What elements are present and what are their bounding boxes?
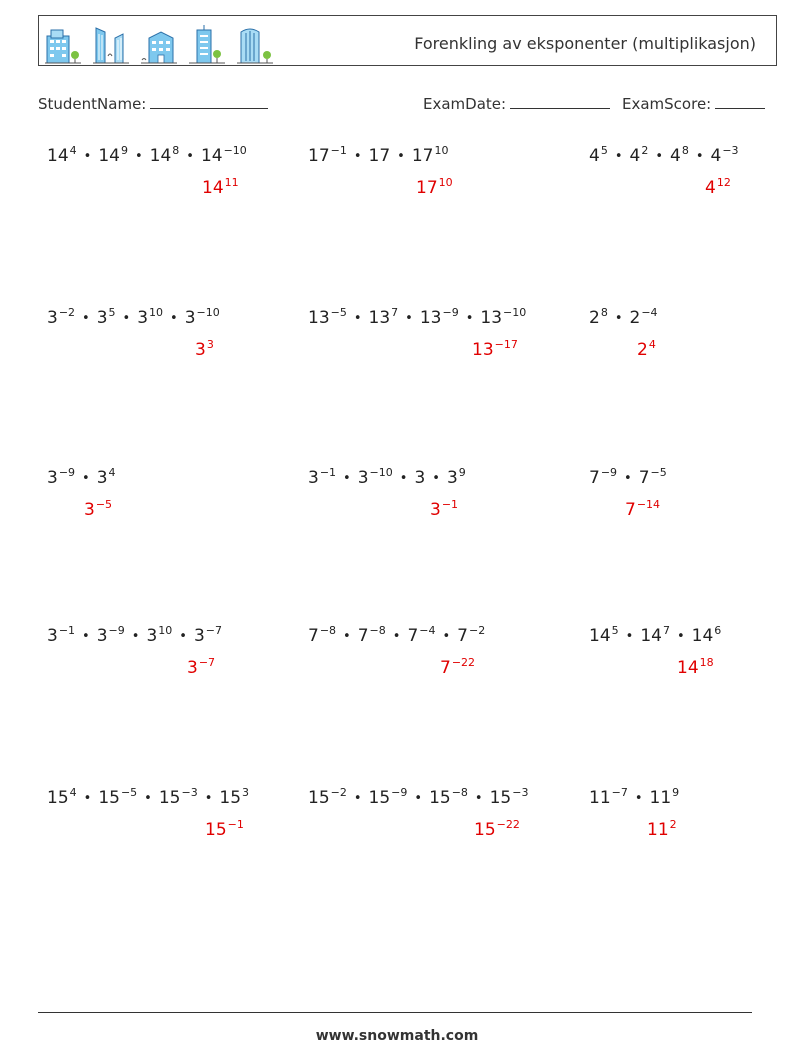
base: 3 (84, 500, 95, 520)
multiply-dot: • (392, 629, 401, 644)
answer (647, 820, 677, 840)
power-term (625, 500, 660, 520)
multiply-dot: • (82, 471, 90, 486)
base: 3 (308, 468, 319, 488)
multiply-dot: • (474, 791, 483, 806)
base: 11 (589, 788, 611, 808)
power-term (430, 500, 458, 520)
power-term (711, 146, 739, 166)
power-term (490, 788, 529, 808)
answer (440, 658, 475, 678)
answer (416, 178, 453, 198)
power-term (705, 178, 731, 198)
answer (705, 178, 731, 198)
power-term (219, 788, 249, 808)
base: 14 (677, 658, 699, 678)
exam-date-label: ExamDate: (423, 95, 507, 113)
multiply-dot: • (442, 629, 451, 644)
multiply-dot: • (343, 471, 351, 486)
power-term (308, 468, 336, 488)
power-term (150, 146, 180, 166)
power-term (640, 626, 670, 646)
power-term (185, 308, 220, 328)
base: 3 (430, 500, 441, 520)
exponent: −1 (441, 498, 459, 511)
multiply-dot: • (170, 311, 178, 326)
exponent: 18 (699, 656, 714, 669)
exponent: −9 (108, 624, 125, 637)
exponent: −3 (512, 786, 529, 799)
base: 3 (195, 340, 206, 360)
exponent: −3 (722, 144, 739, 157)
power-term (202, 178, 239, 198)
office-icon (141, 24, 177, 64)
power-term (589, 626, 619, 646)
exam-score-field[interactable] (622, 94, 765, 113)
exponent: 5 (600, 144, 608, 157)
power-term (647, 820, 677, 840)
base: 17 (308, 146, 330, 166)
exponent: 5 (611, 624, 619, 637)
exponent: −1 (227, 818, 244, 831)
base: 3 (414, 468, 426, 488)
problem-expression (47, 468, 116, 488)
multiply-dot: • (353, 149, 362, 164)
base: 15 (368, 788, 391, 808)
problem-expression (589, 626, 721, 646)
multiply-dot: • (432, 471, 440, 486)
student-name-blank[interactable] (150, 94, 268, 109)
power-term (47, 146, 77, 166)
multiply-dot: • (82, 629, 90, 644)
exponent: 4 (69, 786, 77, 799)
base: 17 (368, 146, 391, 166)
power-term (47, 626, 75, 646)
power-term (195, 340, 214, 360)
problem-expression (308, 626, 485, 646)
answer (195, 340, 214, 360)
exponent: −9 (600, 466, 618, 479)
exponent: 6 (714, 624, 722, 637)
multiply-dot: • (405, 311, 413, 326)
base: 14 (98, 146, 120, 166)
power-term (308, 308, 347, 328)
base: 15 (429, 788, 451, 808)
exponent: −4 (641, 306, 658, 319)
power-term (412, 146, 449, 166)
problem-expression (589, 788, 679, 808)
multiply-dot: • (204, 791, 213, 806)
tower-icon (237, 24, 273, 64)
exponent: −22 (451, 656, 476, 669)
multiply-dot: • (131, 629, 140, 644)
answer (637, 340, 656, 360)
problem-expression (47, 626, 222, 646)
multiply-dot: • (186, 149, 194, 164)
exponent: −3 (181, 786, 198, 799)
answer (205, 820, 244, 840)
power-term (369, 788, 408, 808)
base: 2 (589, 308, 600, 328)
power-term (447, 468, 466, 488)
base: 13 (308, 308, 330, 328)
answer (472, 340, 518, 360)
power-term (589, 308, 608, 328)
answer (625, 500, 660, 520)
student-name-field[interactable] (38, 94, 268, 113)
base: 13 (472, 340, 494, 360)
footer-divider (38, 1012, 752, 1013)
base: 7 (457, 626, 468, 646)
multiply-dot: • (614, 311, 623, 326)
power-term (677, 658, 714, 678)
power-term (589, 788, 628, 808)
base: 3 (187, 658, 198, 678)
multiply-dot: • (179, 629, 187, 644)
power-term (474, 820, 520, 840)
power-term (630, 308, 658, 328)
exponent: 5 (108, 306, 116, 319)
exponent: 7 (662, 624, 670, 637)
base: 7 (440, 658, 451, 678)
student-name-label: StudentName: (38, 95, 147, 113)
base: 14 (202, 178, 224, 198)
header-box (38, 15, 777, 66)
base: 11 (647, 820, 669, 840)
power-term (308, 626, 336, 646)
exponent: 8 (172, 144, 180, 157)
power-term (47, 468, 75, 488)
building-icon (45, 24, 81, 64)
answer (202, 178, 239, 198)
exponent: 10 (438, 176, 453, 189)
base: 15 (474, 820, 496, 840)
multiply-dot: • (399, 471, 408, 486)
problem-expression (308, 788, 528, 808)
power-term (97, 468, 116, 488)
base: 15 (47, 788, 69, 808)
base: 14 (47, 146, 69, 166)
power-term (159, 788, 198, 808)
power-term (369, 308, 399, 328)
power-term (201, 146, 247, 166)
base: 17 (411, 146, 434, 166)
exponent: 8 (681, 144, 689, 157)
problem-expression (589, 468, 667, 488)
multiply-dot: • (695, 149, 704, 164)
base: 3 (446, 468, 458, 488)
power-term (47, 308, 75, 328)
worksheet-title: Forenkling av eksponenter (multiplikasjon) (414, 34, 756, 53)
base: 14 (149, 146, 172, 166)
exam-date-blank[interactable] (510, 94, 610, 109)
power-term (639, 468, 667, 488)
multiply-dot: • (353, 311, 362, 326)
base: 15 (489, 788, 512, 808)
power-term (308, 788, 347, 808)
power-term (47, 788, 77, 808)
exponent: −9 (442, 306, 459, 319)
base: 4 (589, 146, 600, 166)
base: 3 (96, 468, 108, 488)
power-term (358, 626, 386, 646)
exponent: −2 (58, 306, 76, 319)
base: 17 (416, 178, 438, 198)
base: 14 (691, 626, 714, 646)
base: 3 (137, 308, 149, 328)
multiply-dot: • (343, 629, 351, 644)
exponent: 7 (391, 306, 399, 319)
base: 3 (193, 626, 205, 646)
multiply-dot: • (634, 791, 643, 806)
exponent: −9 (58, 466, 76, 479)
power-term (429, 788, 468, 808)
power-term (308, 146, 347, 166)
exponent: −5 (95, 498, 113, 511)
multiply-dot: • (655, 149, 663, 164)
exponent: 9 (458, 466, 466, 479)
exponent: 3 (206, 338, 214, 351)
power-term (98, 788, 137, 808)
base: 3 (47, 308, 58, 328)
base: 11 (649, 788, 672, 808)
exponent: 2 (669, 818, 677, 831)
exponent: −2 (468, 624, 486, 637)
problem-expression (47, 146, 247, 166)
power-term (630, 146, 649, 166)
power-term (416, 178, 453, 198)
exponent: 11 (224, 176, 239, 189)
multiply-dot: • (676, 629, 685, 644)
exponent: 3 (242, 786, 250, 799)
exponent: −5 (330, 306, 347, 319)
base: 13 (419, 308, 442, 328)
exponent: −8 (451, 786, 468, 799)
multiply-dot: • (465, 311, 474, 326)
base: 15 (98, 788, 120, 808)
base: 14 (200, 146, 223, 166)
exponent: −1 (330, 144, 347, 157)
exponent: −17 (494, 338, 518, 351)
multiply-dot: • (83, 791, 92, 806)
exponent: −10 (369, 466, 393, 479)
base: 4 (629, 146, 641, 166)
base: 15 (158, 788, 181, 808)
base: 7 (407, 626, 419, 646)
power-term (457, 626, 485, 646)
answer (474, 820, 520, 840)
exponent: −7 (205, 624, 222, 637)
power-term (637, 340, 656, 360)
problem-expression (308, 146, 448, 166)
exponent: −9 (391, 786, 408, 799)
exponent: 9 (120, 144, 128, 157)
base: 3 (96, 308, 108, 328)
exponent: 4 (69, 144, 77, 157)
base: 14 (640, 626, 662, 646)
power-term (589, 468, 617, 488)
multiply-dot: • (82, 311, 90, 326)
exam-score-blank[interactable] (715, 94, 765, 109)
power-term (420, 308, 459, 328)
power-term (692, 626, 722, 646)
exponent: −5 (120, 786, 138, 799)
base: 3 (47, 626, 58, 646)
multiply-dot: • (625, 629, 634, 644)
power-term (472, 340, 518, 360)
base: 3 (357, 468, 369, 488)
power-term (480, 308, 526, 328)
power-term (650, 788, 680, 808)
power-term (97, 626, 125, 646)
base: 4 (705, 178, 716, 198)
base: 2 (637, 340, 648, 360)
exponent: −7 (198, 656, 216, 669)
base: 3 (96, 626, 108, 646)
base: 15 (308, 788, 330, 808)
base: 7 (638, 468, 650, 488)
multiply-dot: • (83, 149, 92, 164)
exponent: −1 (58, 624, 76, 637)
power-term (440, 658, 475, 678)
exponent: 12 (716, 176, 731, 189)
footer-site: www.snowmath.com (315, 1028, 479, 1044)
base: 4 (710, 146, 722, 166)
answer (84, 500, 112, 520)
multiply-dot: • (414, 791, 423, 806)
exponent: −1 (319, 466, 337, 479)
power-term (589, 146, 608, 166)
power-term (146, 626, 172, 646)
base: 13 (480, 308, 503, 328)
power-term (407, 626, 435, 646)
power-term (369, 146, 391, 166)
problem-expression (308, 468, 466, 488)
multiply-dot: • (134, 149, 143, 164)
exponent: −7 (611, 786, 628, 799)
base: 3 (184, 308, 196, 328)
base: 7 (589, 468, 600, 488)
exponent: −8 (319, 624, 337, 637)
exponent: −8 (369, 624, 386, 637)
answer (677, 658, 714, 678)
exponent: −2 (330, 786, 347, 799)
exponent: −14 (636, 498, 661, 511)
problem-expression (589, 146, 739, 166)
power-term (670, 146, 689, 166)
exponent: 8 (600, 306, 608, 319)
exponent: 4 (648, 338, 656, 351)
problem-expression (308, 308, 526, 328)
multiply-dot: • (397, 149, 405, 164)
problem-expression (47, 788, 249, 808)
multiply-dot: • (122, 311, 131, 326)
multiply-dot: • (614, 149, 623, 164)
base: 7 (625, 500, 636, 520)
base: 7 (308, 626, 319, 646)
problem-expression (589, 308, 658, 328)
exponent: −5 (650, 466, 667, 479)
logo-strip (45, 20, 273, 64)
base: 2 (629, 308, 641, 328)
multiply-dot: • (624, 471, 632, 486)
power-term (194, 626, 222, 646)
exponent: 10 (149, 306, 164, 319)
exponent: 4 (108, 466, 116, 479)
power-term (358, 468, 393, 488)
exponent: −10 (223, 144, 247, 157)
exponent: 10 (434, 144, 449, 157)
exam-score-label: ExamScore: (622, 95, 712, 113)
exponent: 10 (158, 624, 173, 637)
multiply-dot: • (144, 791, 152, 806)
exponent: −10 (196, 306, 220, 319)
exponent: −10 (503, 306, 527, 319)
base: 14 (589, 626, 611, 646)
power-term (84, 500, 112, 520)
exponent: −22 (496, 818, 520, 831)
base: 13 (368, 308, 391, 328)
base: 3 (47, 468, 58, 488)
base: 15 (219, 788, 242, 808)
answer (430, 500, 458, 520)
skyscraper-icon (189, 24, 225, 64)
power-term (414, 468, 425, 488)
power-term (205, 820, 244, 840)
power-term (97, 308, 116, 328)
power-term (98, 146, 128, 166)
base: 15 (205, 820, 227, 840)
base: 4 (670, 146, 681, 166)
base: 7 (357, 626, 369, 646)
multiply-dot: • (353, 791, 362, 806)
exponent: 9 (672, 786, 680, 799)
base: 3 (146, 626, 158, 646)
exponent: 2 (641, 144, 649, 157)
answer (187, 658, 215, 678)
problem-expression (47, 308, 220, 328)
power-term (137, 308, 163, 328)
exponent: −4 (419, 624, 436, 637)
towers-icon (93, 24, 129, 64)
exam-date-field[interactable] (423, 94, 610, 113)
power-term (187, 658, 215, 678)
